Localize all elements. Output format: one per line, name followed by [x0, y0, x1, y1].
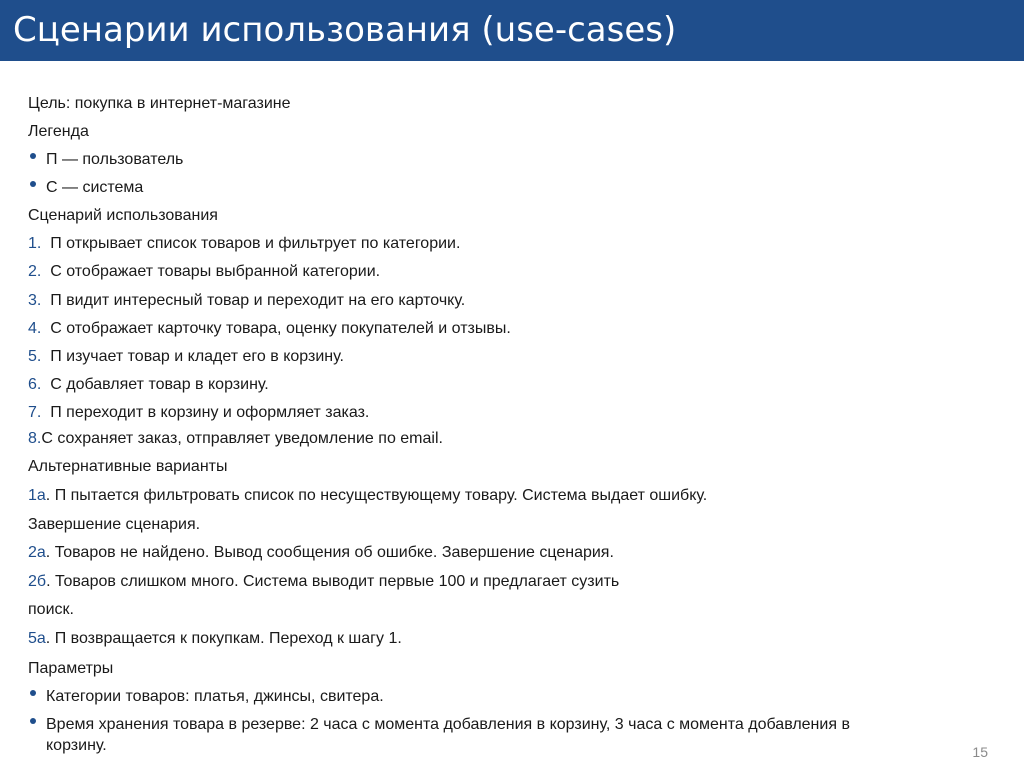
goal-text: Цель: покупка в интернет-магазине [28, 95, 291, 112]
alternative-text: поиск. [28, 601, 74, 618]
scenario-step [28, 262, 380, 282]
alternative-number: 5а [28, 630, 46, 647]
step-number: 6. [28, 376, 42, 393]
step-text: П открывает список товаров и фильтрует по категории. [50, 235, 461, 252]
step-number: 4. [28, 320, 42, 337]
step-text: П изучает товар и кладет его в корзину. [50, 348, 344, 365]
alternative-text: . П пытается фильтровать список по несуществующему товару. Система выдает ошибку. [45, 487, 708, 504]
scenario-step [28, 429, 443, 449]
alternative-text: Завершение сценария. [28, 516, 201, 533]
step-text: С добавляет товар в корзину. [50, 376, 269, 393]
page-number: 15 [972, 744, 988, 760]
scenario-step [28, 375, 269, 395]
parameter-item-continuation: корзину. [46, 737, 107, 754]
alternative-number: 2а [28, 544, 46, 561]
alternative-item [28, 600, 74, 620]
step-number: 3. [28, 292, 42, 309]
step-number: 5. [28, 348, 42, 365]
alternative-item [28, 515, 200, 535]
scenario-step [28, 234, 460, 254]
step-text: П переходит в корзину и оформляет заказ. [50, 404, 370, 421]
step-text: П видит интересный товар и переходит на его карточку. [50, 292, 466, 309]
slide-title: Сценарии использования (use-cases) [13, 10, 677, 50]
alternative-text: . Товаров не найдено. Вывод сообщения об ошибке. Завершение сценария. [45, 544, 614, 561]
step-number: 8. [28, 430, 42, 447]
alternative-number: 2б [28, 573, 47, 590]
scenario-step [28, 347, 344, 367]
parameter-item: Время хранения товара в резерве: 2 часа с момента добавления в корзину, 3 часа с момента добавления в [46, 716, 850, 733]
step-text: С сохраняет заказ, отправляет уведомление по email. [41, 430, 443, 447]
parameter-item: Категории товаров: платья, джинсы, свитера. [46, 688, 384, 705]
alternatives-heading: Альтернативные варианты [28, 458, 228, 475]
bullet-icon [30, 690, 36, 696]
scenario-step [28, 403, 369, 423]
legend-item: П — пользователь [46, 151, 184, 168]
step-text: С отображает товары выбранной категории. [50, 263, 381, 280]
scenario-heading: Сценарий использования [28, 207, 218, 224]
alternative-text: . П возвращается к покупкам. Переход к шагу 1. [45, 630, 402, 647]
alternative-item [28, 486, 707, 506]
alternative-number: 1а [28, 487, 46, 504]
legend-heading: Легенда [28, 123, 89, 140]
step-number: 2. [28, 263, 42, 280]
step-number: 7. [28, 404, 42, 421]
scenario-step [28, 291, 465, 311]
alternative-item [28, 543, 614, 563]
bullet-icon [30, 153, 36, 159]
alternative-text: . Товаров слишком много. Система выводит первые 100 и предлагает сузить [46, 573, 620, 590]
title-bar [0, 0, 1024, 61]
bullet-icon [30, 181, 36, 187]
legend-item: С — система [46, 179, 144, 196]
step-number: 1. [28, 235, 42, 252]
bullet-icon [30, 718, 36, 724]
step-text: С отображает карточку товара, оценку покупателей и отзывы. [50, 320, 511, 337]
parameters-heading: Параметры [28, 660, 114, 677]
alternative-item [28, 629, 402, 649]
scenario-step [28, 319, 511, 339]
alternative-item [28, 572, 619, 592]
